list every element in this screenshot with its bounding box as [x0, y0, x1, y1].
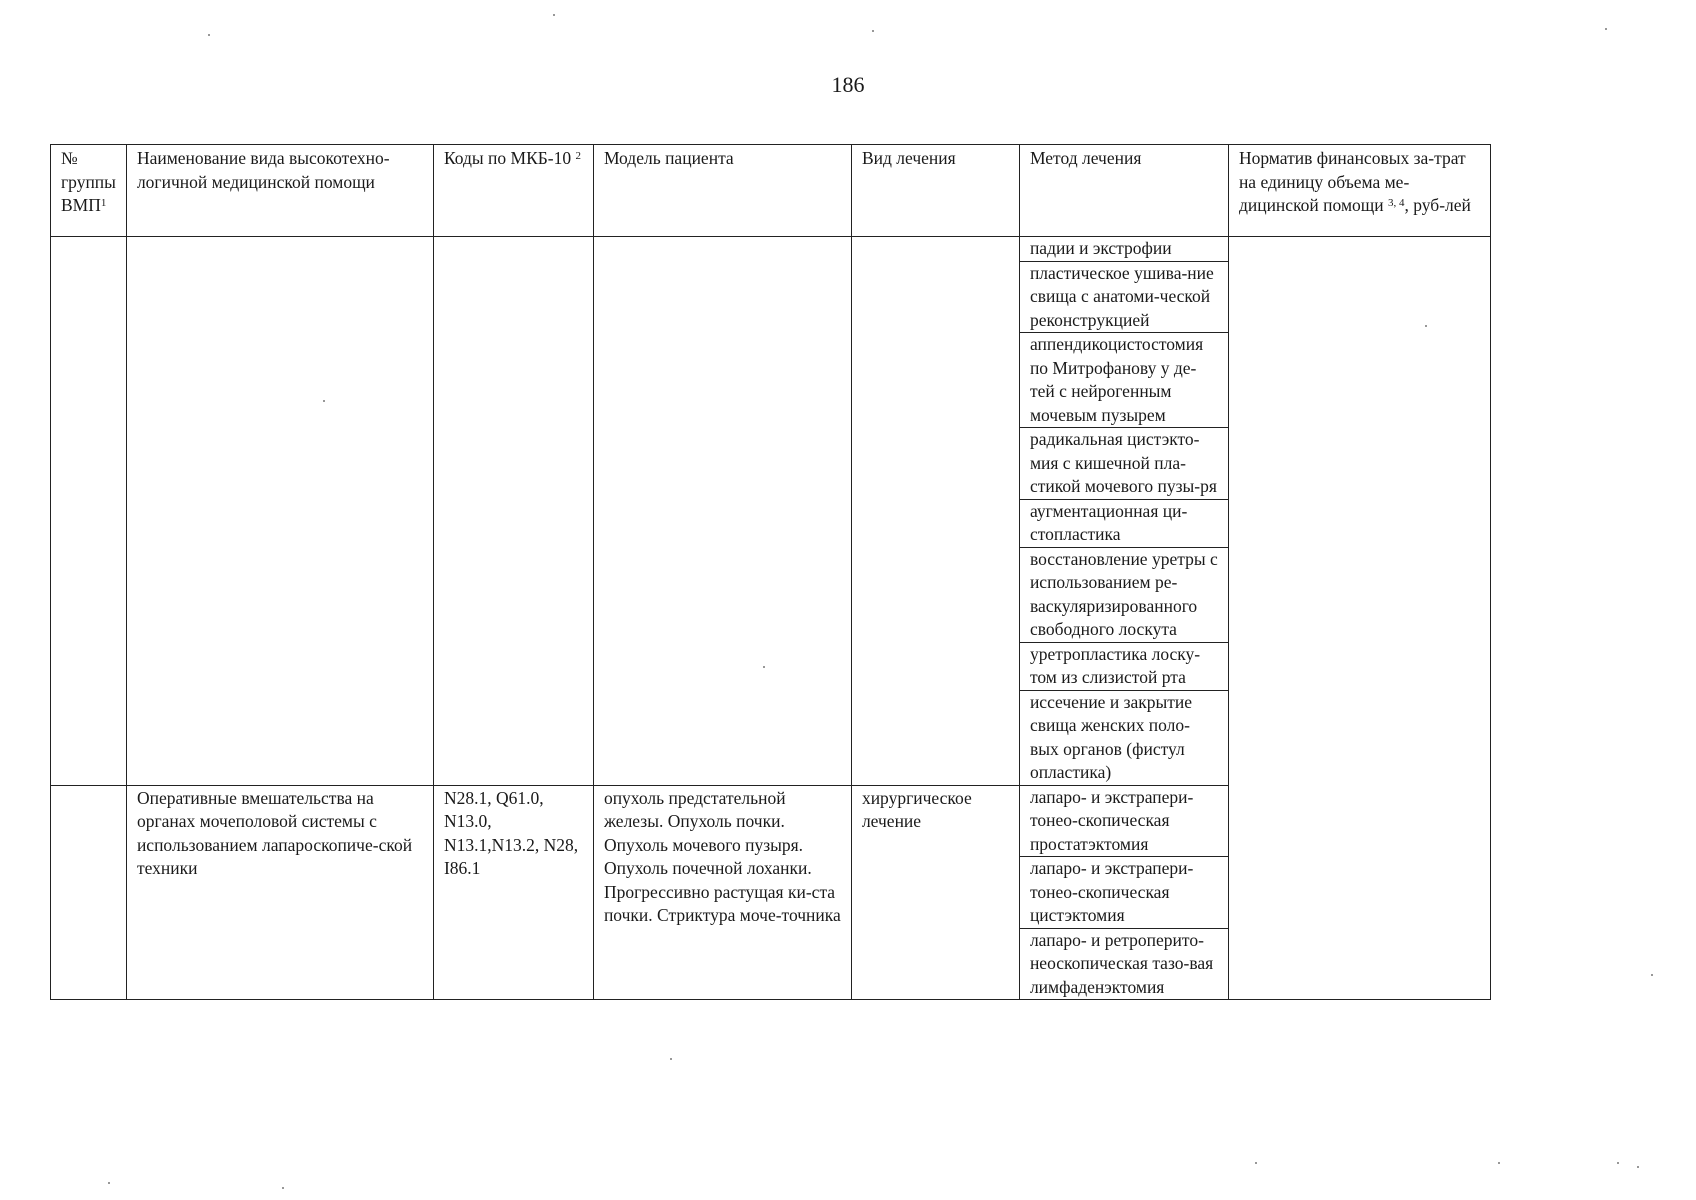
cell-group-number	[51, 237, 127, 786]
scan-speck	[1637, 1166, 1639, 1168]
method-item: восстановление уретры с использованием ре-васкуляризированного свободного лоскута	[1020, 548, 1228, 643]
method-item: лапаро- и экстрапери-тонео-скопическая цистэктомия	[1020, 857, 1228, 929]
method-item: пластическое ушива-ние свища с анатоми-ческой реконструкцией	[1020, 262, 1228, 334]
cell-group-number	[51, 785, 127, 1000]
table-row	[51, 237, 1491, 786]
header-care-name: Наименование вида высокотехно-логичной медицинской помощи	[126, 145, 433, 237]
method-item: иссечение и закрытие свища женских поло-вых органов (фистул опластика)	[1029, 691, 1193, 782]
scan-speck	[872, 30, 874, 32]
table-header-row	[51, 145, 1491, 237]
header-treatment-type: Вид лечения	[851, 145, 1019, 237]
vmp-table	[50, 144, 1491, 1000]
cell-treatment-type	[851, 237, 1019, 786]
header-cost-standard: Норматив финансовых за-трат на единицу объема ме-дицинской помощи $^{3, 4}$, руб-лей	[1228, 145, 1490, 237]
header-group-number: № группы ВМП$^1$	[51, 145, 127, 237]
cell-care-name	[126, 237, 433, 786]
page-number: 186	[831, 72, 865, 97]
method-item: радикальная цистэкто-мия с кишечной пла-стикой мочевого пузы-ря	[1020, 428, 1228, 500]
scan-speck	[208, 34, 210, 36]
scan-speck	[1617, 1162, 1619, 1164]
scan-speck	[323, 400, 325, 402]
method-item: уретропластика лоску-том из слизистой рта	[1020, 643, 1228, 691]
scan-speck	[1255, 1162, 1257, 1164]
scan-speck	[108, 1182, 110, 1184]
scan-speck	[282, 1187, 284, 1189]
method-item: лапаро- и ретроперито-неоскопическая тазо-вая лимфаденэктомия	[1029, 929, 1214, 997]
scan-speck	[670, 1058, 672, 1060]
scan-speck	[763, 666, 765, 668]
cell-patient-model	[593, 237, 851, 786]
header-treatment-method: Метод лечения	[1019, 145, 1228, 237]
scan-speck	[1651, 974, 1653, 976]
method-item: аугментационная ци-стопластика	[1020, 500, 1228, 548]
scan-speck	[1425, 325, 1427, 327]
scan-speck	[1605, 28, 1607, 30]
cell-cost-standard	[1228, 237, 1490, 1000]
cell-care-name: Оперативные вмешательства на органах мочеполовой системы с использованием лапароскопиче-ской техники	[126, 785, 433, 1000]
cell-methods	[1019, 785, 1228, 1000]
header-patient-model: Модель пациента	[593, 145, 851, 237]
header-icd-codes: Коды по МКБ-10 $^2$	[433, 145, 593, 237]
cell-patient-model: опухоль предстательной железы. Опухоль почки. Опухоль мочевого пузыря. Опухоль почечной лоханки. Прогрессивно растущая ки-ста почки. Стриктура моче-точника	[593, 785, 851, 1000]
cell-treatment-type: хирургическое лечение	[851, 785, 1019, 1000]
method-item: лапаро- и экстрапери-тонео-скопическая простатэктомия	[1020, 786, 1228, 858]
cell-icd-codes: N28.1, Q61.0, N13.0, N13.1,N13.2, N28, I86.1	[433, 785, 593, 1000]
cell-methods	[1019, 237, 1228, 786]
method-item: аппендикоцистостомия по Митрофанову у де-тей с нейрогенным мочевым пузырем	[1020, 333, 1228, 428]
cell-icd-codes	[433, 237, 593, 786]
scan-speck	[1498, 1162, 1500, 1164]
scan-speck	[553, 14, 555, 16]
method-item: падии и экстрофии	[1020, 237, 1228, 262]
